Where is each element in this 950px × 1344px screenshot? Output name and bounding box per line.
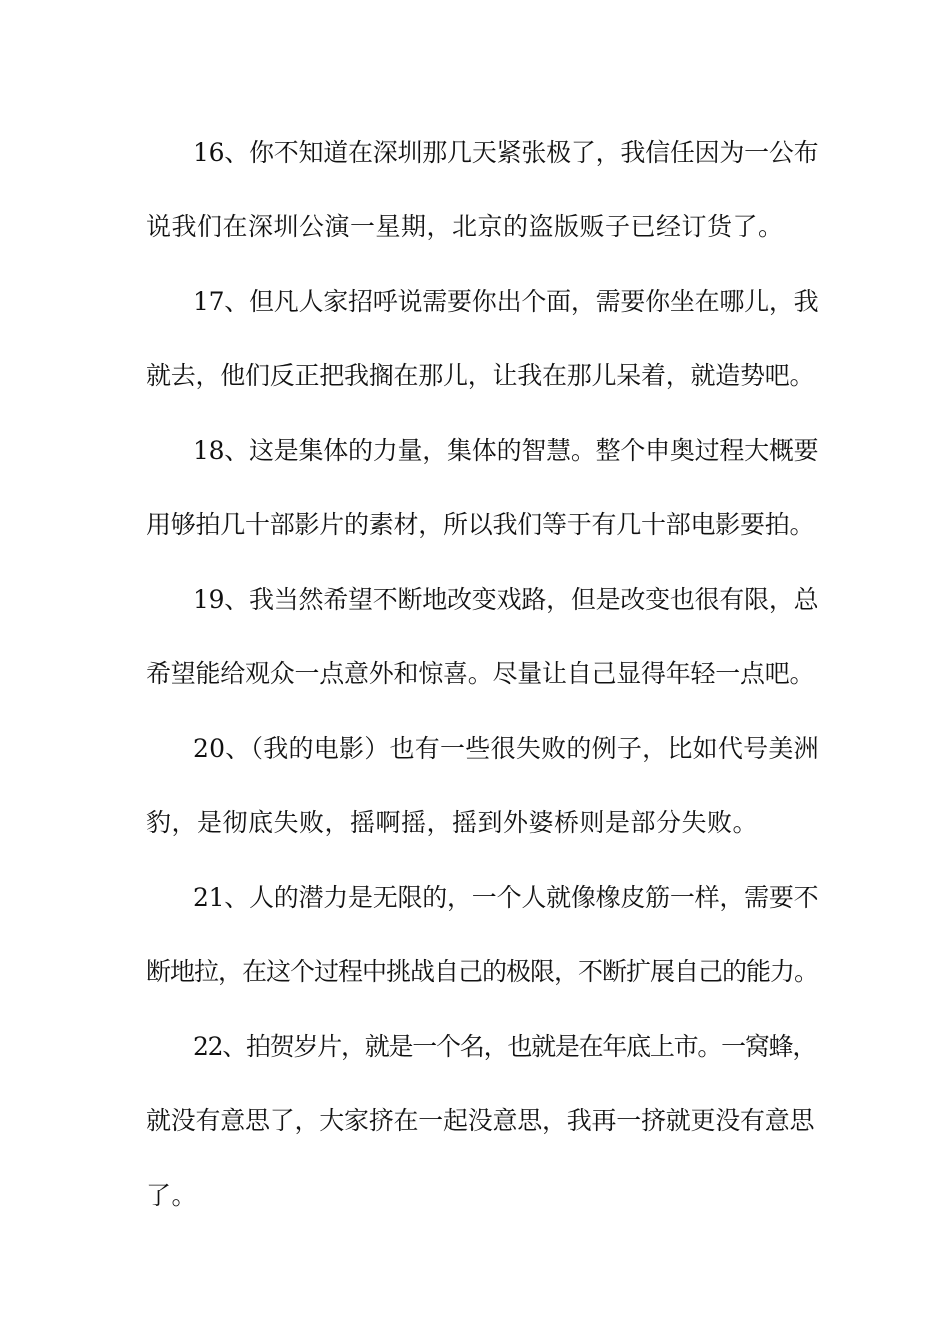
paragraph-22-line-2: 就没有意思了，大家挤在一起没意思，我再一挤就更没有意思 bbox=[146, 1106, 815, 1135]
paragraph-20-line-2: 豹，是彻底失败，摇啊摇，摇到外婆桥则是部分失败。 bbox=[146, 808, 759, 837]
paragraph-18-line-2: 用够拍几十部影片的素材，所以我们等于有几十部电影要拍。 bbox=[146, 510, 815, 539]
paragraph-21-line-2: 断地拉，在这个过程中挑战自己的极限，不断扩展自己的能力。 bbox=[146, 957, 819, 986]
paragraph-22-line-1: 22、拍贺岁片，就是一个名，也就是在年底上市。一窝蜂， bbox=[193, 1032, 817, 1061]
paragraph-22-line-3: 了。 bbox=[146, 1181, 198, 1210]
paragraph-21-line-1: 21、人的潜力是无限的，一个人就像橡皮筋一样，需要不 bbox=[193, 883, 819, 912]
paragraph-19-line-1: 19、我当然希望不断地改变戏路，但是改变也很有限，总 bbox=[193, 585, 819, 614]
paragraph-20-line-1: 20、（我的电影）也有一些很失败的例子，比如代号美洲 bbox=[193, 734, 819, 763]
paragraph-17-line-1: 17、但凡人家招呼说需要你出个面，需要你坐在哪儿，我 bbox=[193, 287, 819, 316]
paragraph-16-line-2: 说我们在深圳公演一星期，北京的盗版贩子已经订货了。 bbox=[146, 212, 784, 241]
paragraph-17-line-2: 就去，他们反正把我搁在那儿，让我在那儿呆着，就造势吧。 bbox=[146, 361, 815, 390]
paragraph-19-line-2: 希望能给观众一点意外和惊喜。尽量让自己显得年轻一点吧。 bbox=[146, 659, 815, 688]
paragraph-16-line-1: 16、你不知道在深圳那几天紧张极了，我信任因为一公布 bbox=[193, 138, 819, 167]
paragraph-18-line-1: 18、这是集体的力量，集体的智慧。整个申奥过程大概要 bbox=[193, 436, 819, 465]
